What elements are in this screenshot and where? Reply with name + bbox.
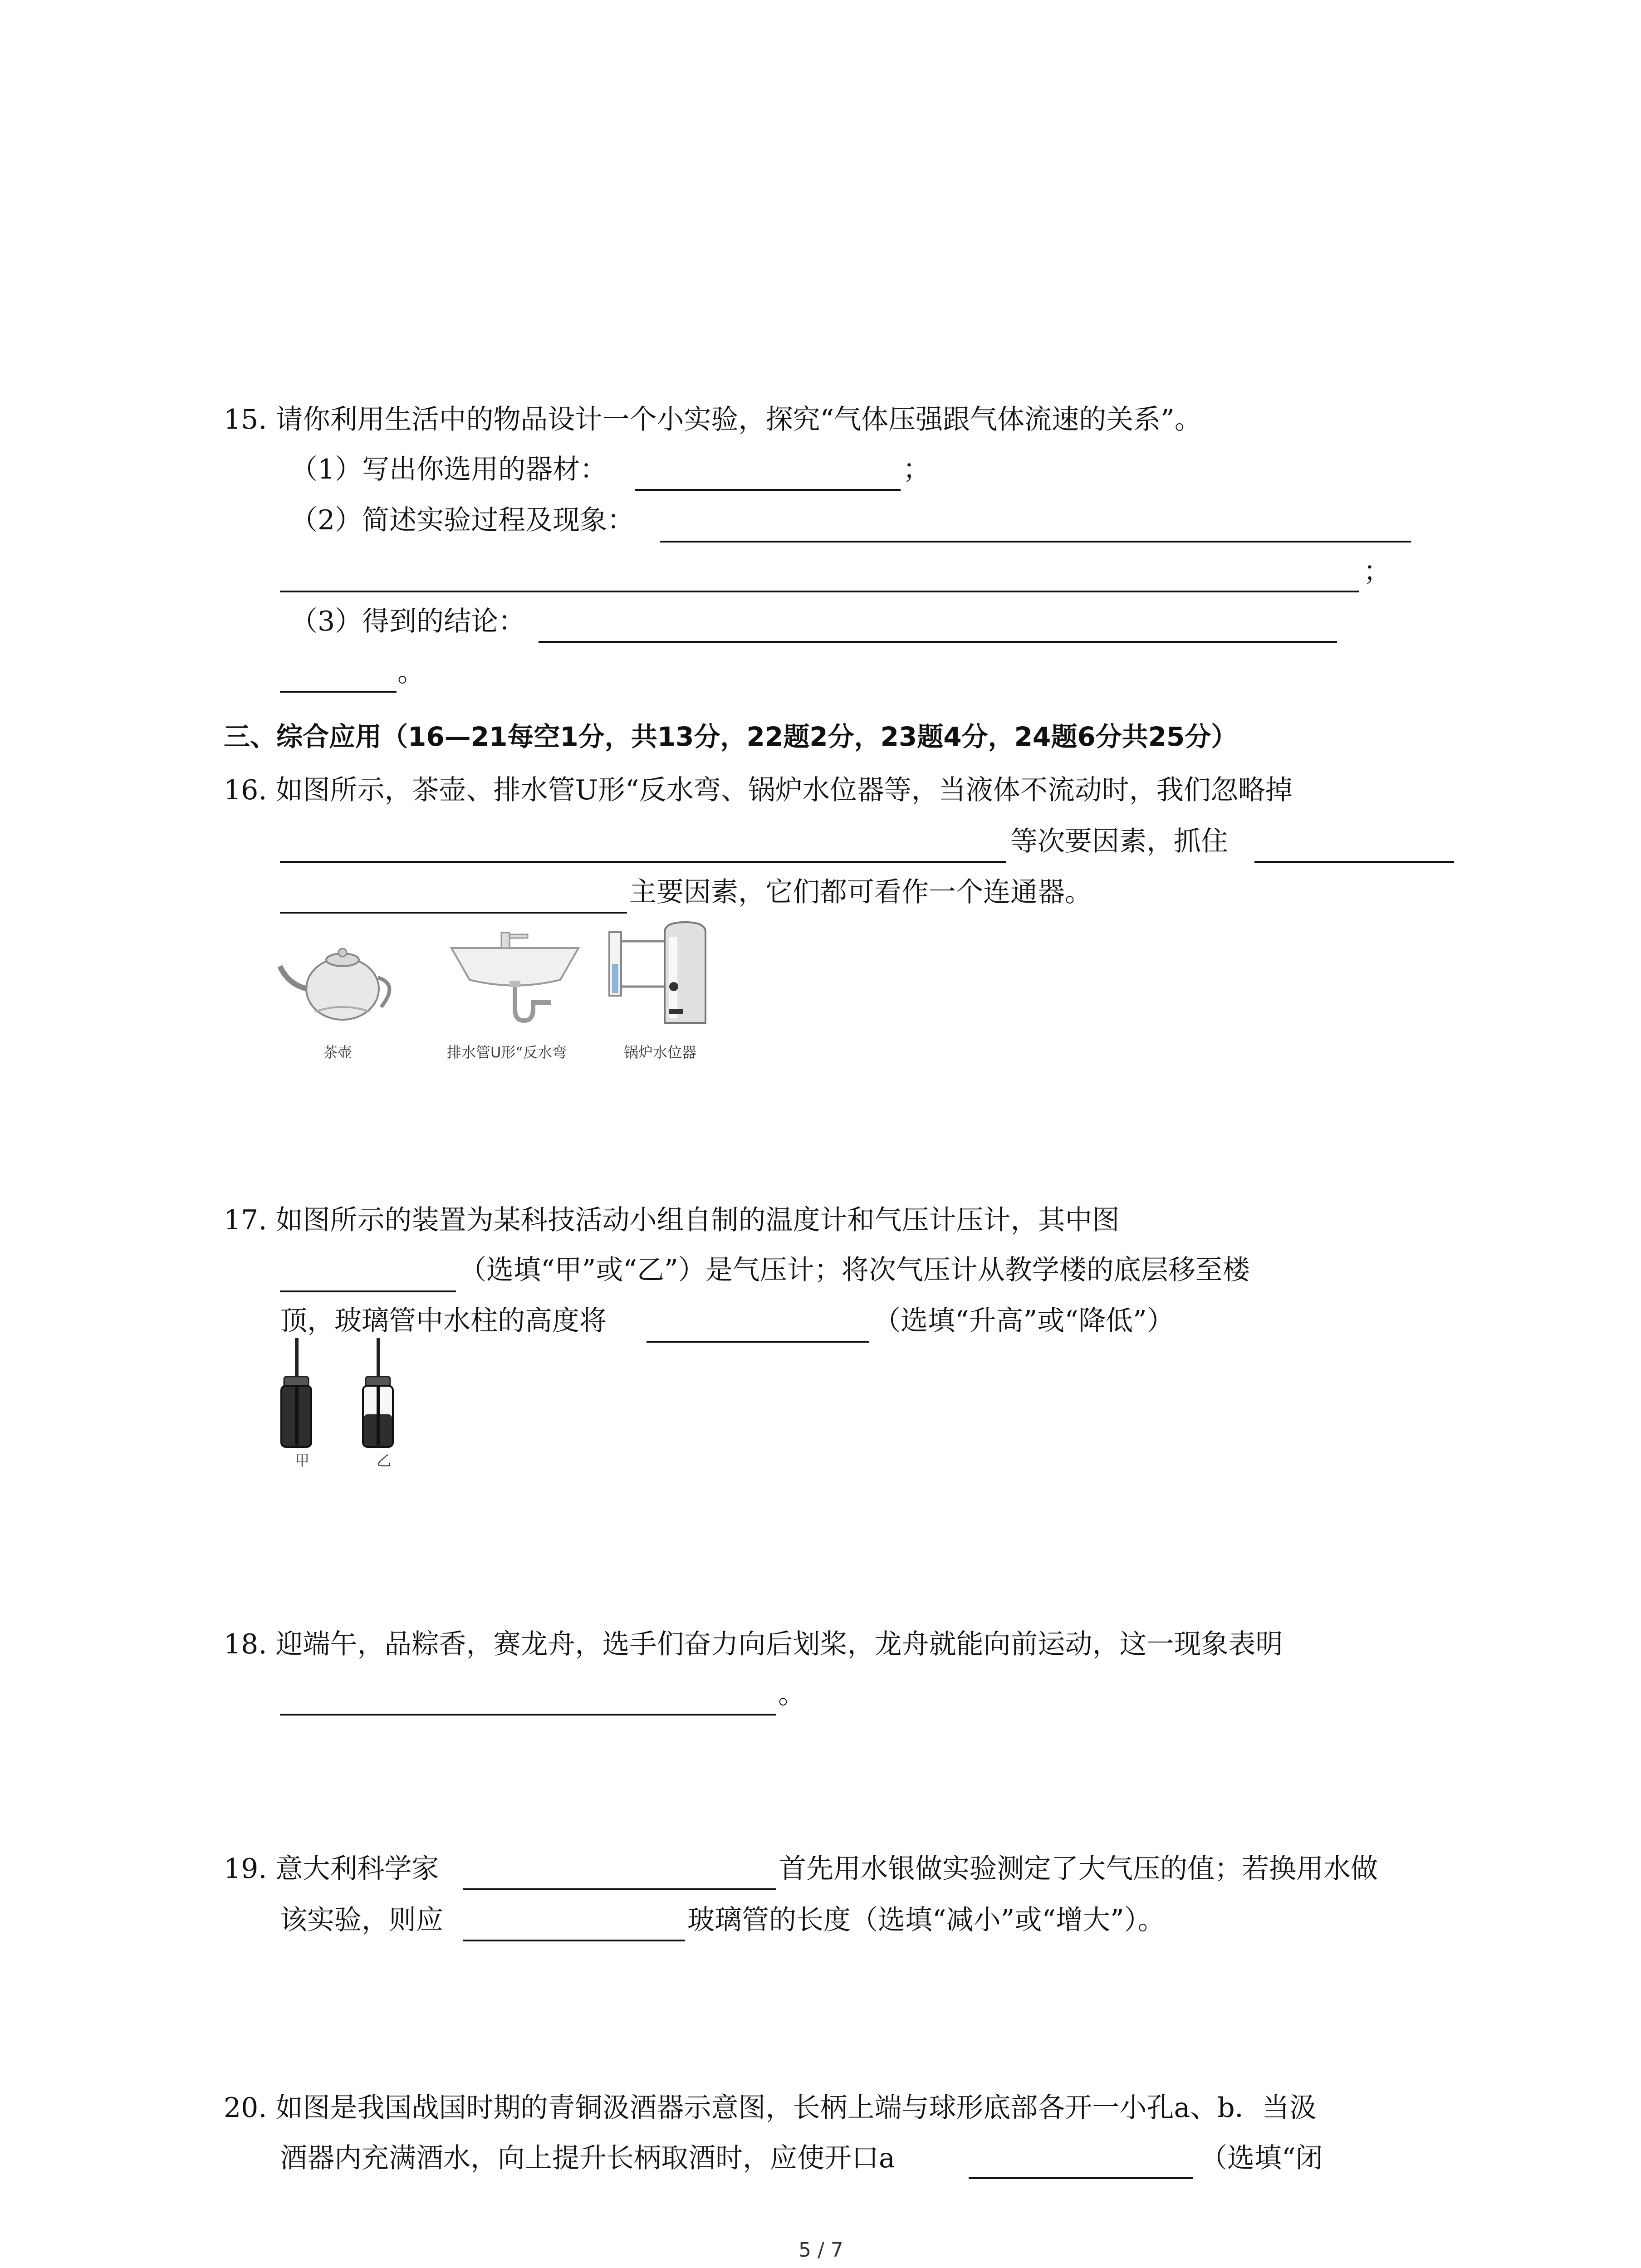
question-20-line1: 20. 如图是我国战国时期的青铜汲酒器示意图，长柄上端与球形底部各开一小孔a、b．当汲 <box>224 2092 1317 2124</box>
question-18-line1: 18. 迎端午，品粽香，赛龙舟，选手们奋力向后划桨，龙舟就能向前运动，这一现象表明 <box>224 1628 1283 1660</box>
jar-label-jia: 甲 <box>295 1452 310 1469</box>
question-20-line2b: （选填“闭 <box>1200 2142 1323 2174</box>
answer-blank[interactable] <box>463 1940 685 1941</box>
question-16-line1: 16. 如图所示，茶壶、排水管U形“反水弯、锅炉水位器等，当液体不流动时，我们忽略掉 <box>224 774 1293 806</box>
question-19-line2a: 该实验，则应 <box>280 1904 443 1936</box>
punctuation: 。 <box>778 1678 805 1710</box>
question-15-part1: （1）写出你选用的器材： <box>290 454 607 485</box>
question-16-line2: 等次要因素，抓住 <box>1010 826 1228 857</box>
answer-blank[interactable] <box>660 541 1411 543</box>
answer-blank[interactable] <box>280 912 627 914</box>
answer-blank[interactable] <box>463 1888 776 1890</box>
figure-caption: 锅炉水位器 <box>624 1044 697 1061</box>
question-16-line3: 主要因素，它们都可看作一个连通器。 <box>629 876 1092 908</box>
teapot-figure <box>274 934 406 1030</box>
question-15-part2: （2）简述实验过程及现象： <box>290 504 635 536</box>
question-17-line2: （选填“甲”或“乙”）是气压计；将次气压计从教学楼的底层移至楼 <box>459 1254 1250 1286</box>
punctuation: 。 <box>397 656 425 688</box>
question-17-line3b: （选填“升高”或“降低”） <box>873 1305 1174 1337</box>
answer-blank[interactable] <box>969 2177 1193 2179</box>
figure-caption: 排水管U形“反水弯 <box>447 1044 567 1061</box>
answer-blank[interactable] <box>280 861 1006 863</box>
answer-blank[interactable] <box>280 1714 776 1716</box>
jar-label-yi: 乙 <box>377 1452 392 1469</box>
punctuation: ； <box>1363 556 1391 587</box>
answer-blank[interactable] <box>280 591 1359 592</box>
answer-blank[interactable] <box>280 691 397 693</box>
question-19-line1b: 首先用水银做实验测定了大气压的值；若换用水做 <box>779 1853 1378 1885</box>
question-17-line3a: 顶，玻璃管中水柱的高度将 <box>280 1305 607 1337</box>
question-19-line1a: 19. 意大利科学家 <box>224 1853 439 1885</box>
sink-u-trap-figure <box>447 930 583 1034</box>
question-17-line1: 17. 如图所示的装置为某科技活动小组自制的温度计和气压计压计，其中图 <box>224 1204 1120 1236</box>
question-15-part3: （3）得到的结论： <box>290 606 526 637</box>
answer-blank[interactable] <box>635 489 901 491</box>
answer-blank[interactable] <box>1254 861 1454 863</box>
page-number: 5 / 7 <box>798 2239 843 2262</box>
figure-caption: 茶壶 <box>323 1044 353 1061</box>
question-15-stem: 15. 请你利用生活中的物品设计一个小实验，探究“气体压强跟气体流速的关系”。 <box>224 404 1202 435</box>
section-heading: 三、综合应用（16—21每空1分，共13分，22题2分，23题4分，24题6分共25分） <box>224 721 1238 752</box>
answer-blank[interactable] <box>647 1341 869 1343</box>
question-19-line2b: 玻璃管的长度（选填“减小”或“增大”）。 <box>687 1904 1165 1936</box>
boiler-gauge-figure <box>606 919 719 1034</box>
punctuation: ； <box>903 454 930 485</box>
question-20-line2a: 酒器内充满酒水，向上提升长柄取酒时，应使开口a <box>280 2142 895 2174</box>
answer-blank[interactable] <box>539 641 1337 643</box>
answer-blank[interactable] <box>280 1290 456 1292</box>
